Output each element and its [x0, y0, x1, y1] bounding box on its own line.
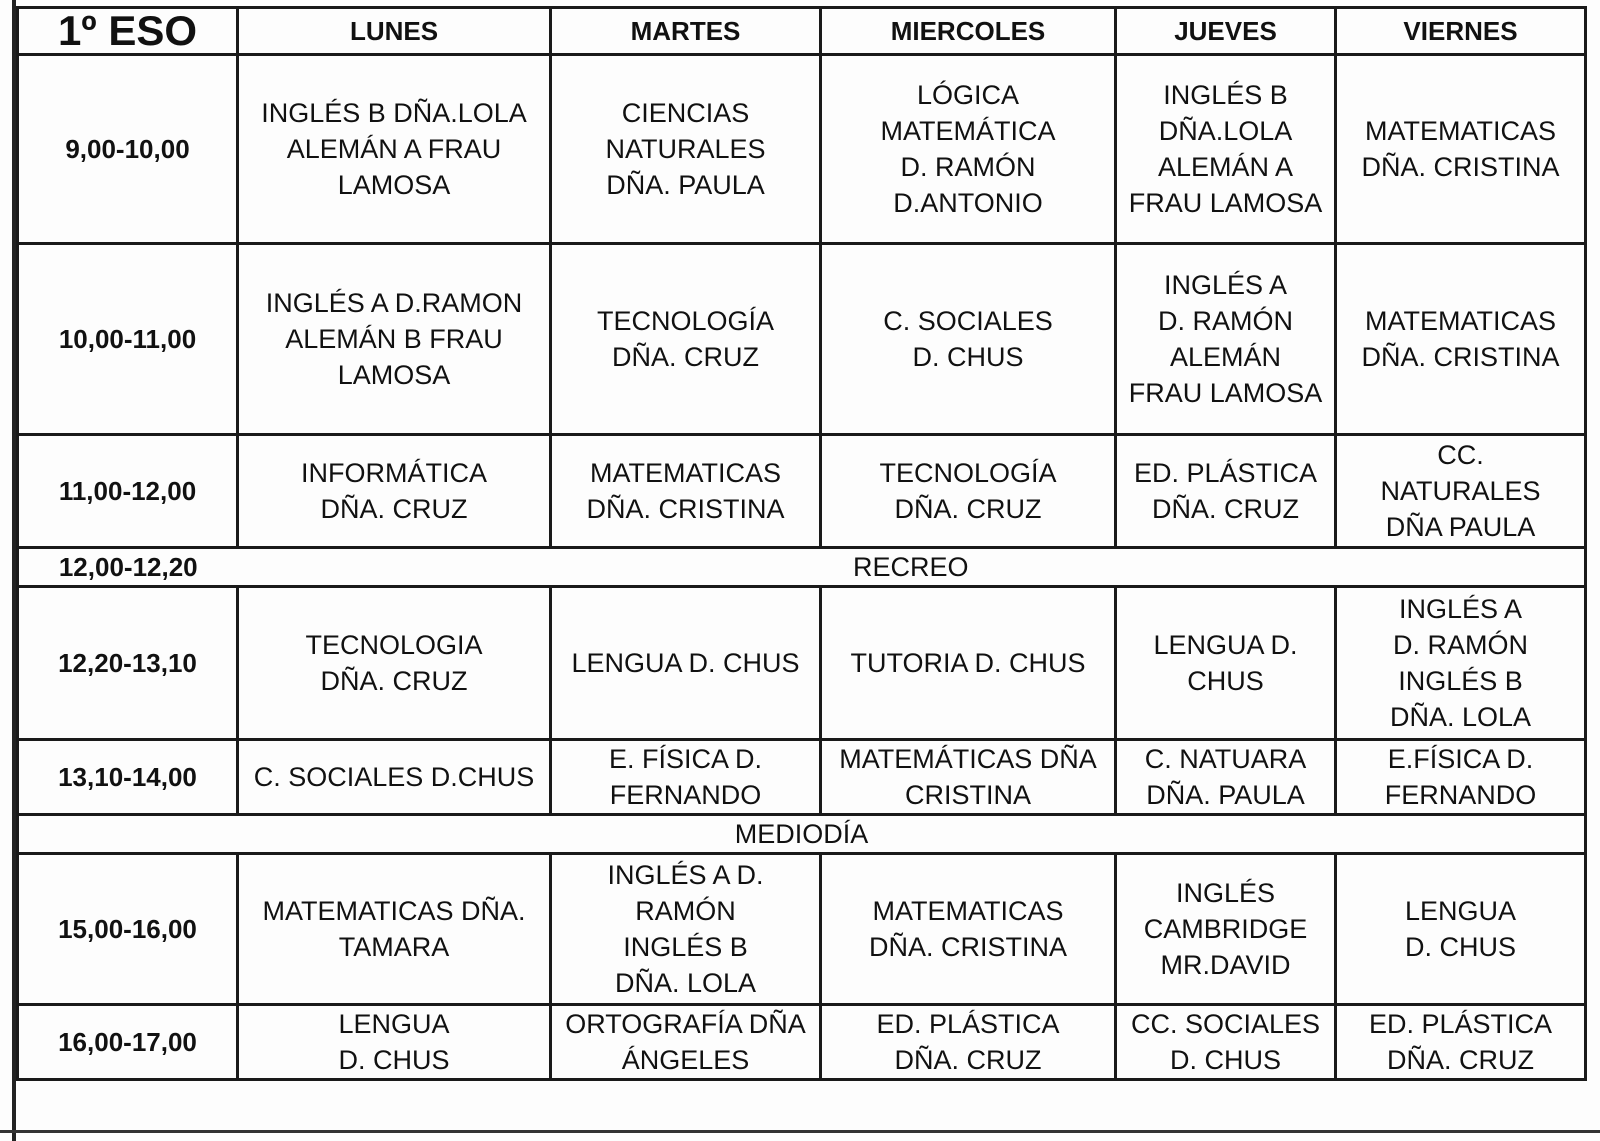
class-cell-friday: MATEMATICAS DÑA. CRISTINA [1336, 55, 1586, 244]
class-cell-thursday: LENGUA D. CHUS [1116, 587, 1336, 740]
class-cell-friday: ED. PLÁSTICA DÑA. CRUZ [1336, 1005, 1586, 1080]
break-label: MEDIODÍA [18, 815, 1586, 854]
class-cell-thursday: C. NATUARA DÑA. PAULA [1116, 740, 1336, 815]
course-title: 1º ESO [18, 8, 238, 55]
class-cell-monday: TECNOLOGIA DÑA. CRUZ [238, 587, 551, 740]
class-cell-thursday: INGLÉS B DÑA.LOLA ALEMÁN A FRAU LAMOSA [1116, 55, 1336, 244]
class-cell-tuesday: INGLÉS A D. RAMÓN INGLÉS B DÑA. LOLA [551, 854, 821, 1005]
time-slot: 10,00-11,00 [18, 244, 238, 435]
class-cell-monday: INFORMÁTICA DÑA. CRUZ [238, 435, 551, 548]
class-cell-wednesday: TUTORIA D. CHUS [821, 587, 1116, 740]
class-cell-friday: MATEMATICAS DÑA. CRISTINA [1336, 244, 1586, 435]
schedule-row [18, 244, 1586, 435]
class-cell-wednesday: LÓGICA MATEMÁTICA D. RAMÓN D.ANTONIO [821, 55, 1116, 244]
class-cell-tuesday: MATEMATICAS DÑA. CRISTINA [551, 435, 821, 548]
class-cell-tuesday: LENGUA D. CHUS [551, 587, 821, 740]
time-slot: 9,00-10,00 [18, 55, 238, 244]
schedule-row [18, 587, 1586, 740]
break-row-recreo [18, 548, 1586, 587]
day-header-thursday: JUEVES [1116, 8, 1336, 55]
page-edge-bottom [0, 1130, 1600, 1133]
class-cell-friday: INGLÉS A D. RAMÓN INGLÉS B DÑA. LOLA [1336, 587, 1586, 740]
class-cell-wednesday: MATEMATICAS DÑA. CRISTINA [821, 854, 1116, 1005]
class-cell-monday: MATEMATICAS DÑA. TAMARA [238, 854, 551, 1005]
break-label: RECREO [238, 548, 1586, 587]
class-cell-friday: CC. NATURALES DÑA PAULA [1336, 435, 1586, 548]
class-cell-wednesday: MATEMÁTICAS DÑA CRISTINA [821, 740, 1116, 815]
schedule-row [18, 1005, 1586, 1080]
day-header-wednesday: MIERCOLES [821, 8, 1116, 55]
class-cell-monday: C. SOCIALES D.CHUS [238, 740, 551, 815]
schedule-row [18, 854, 1586, 1005]
class-cell-wednesday: TECNOLOGÍA DÑA. CRUZ [821, 435, 1116, 548]
schedule-row [18, 740, 1586, 815]
schedule-row [18, 435, 1586, 548]
class-cell-thursday: INGLÉS A D. RAMÓN ALEMÁN FRAU LAMOSA [1116, 244, 1336, 435]
class-cell-monday: INGLÉS A D.RAMON ALEMÁN B FRAU LAMOSA [238, 244, 551, 435]
class-cell-friday: LENGUA D. CHUS [1336, 854, 1586, 1005]
class-cell-wednesday: ED. PLÁSTICA DÑA. CRUZ [821, 1005, 1116, 1080]
class-cell-wednesday: C. SOCIALES D. CHUS [821, 244, 1116, 435]
class-cell-tuesday: TECNOLOGÍA DÑA. CRUZ [551, 244, 821, 435]
break-time-slot: 12,00-12,20 [18, 548, 238, 587]
time-slot: 11,00-12,00 [18, 435, 238, 548]
time-slot: 13,10-14,00 [18, 740, 238, 815]
day-header-friday: VIERNES [1336, 8, 1586, 55]
class-cell-tuesday: ORTOGRAFÍA DÑA ÁNGELES [551, 1005, 821, 1080]
day-header-tuesday: MARTES [551, 8, 821, 55]
time-slot: 12,20-13,10 [18, 587, 238, 740]
class-cell-tuesday: CIENCIAS NATURALES DÑA. PAULA [551, 55, 821, 244]
time-slot: 16,00-17,00 [18, 1005, 238, 1080]
class-cell-thursday: ED. PLÁSTICA DÑA. CRUZ [1116, 435, 1336, 548]
break-row-mediodia [18, 815, 1586, 854]
schedule-table [16, 6, 1587, 1081]
class-cell-monday: LENGUA D. CHUS [238, 1005, 551, 1080]
class-cell-friday: E.FÍSICA D. FERNANDO [1336, 740, 1586, 815]
class-cell-thursday: INGLÉS CAMBRIDGE MR.DAVID [1116, 854, 1336, 1005]
header-row [18, 8, 1586, 55]
class-cell-thursday: CC. SOCIALES D. CHUS [1116, 1005, 1336, 1080]
class-cell-monday: INGLÉS B DÑA.LOLA ALEMÁN A FRAU LAMOSA [238, 55, 551, 244]
time-slot: 15,00-16,00 [18, 854, 238, 1005]
day-header-monday: LUNES [238, 8, 551, 55]
schedule-row [18, 55, 1586, 244]
class-cell-tuesday: E. FÍSICA D. FERNANDO [551, 740, 821, 815]
